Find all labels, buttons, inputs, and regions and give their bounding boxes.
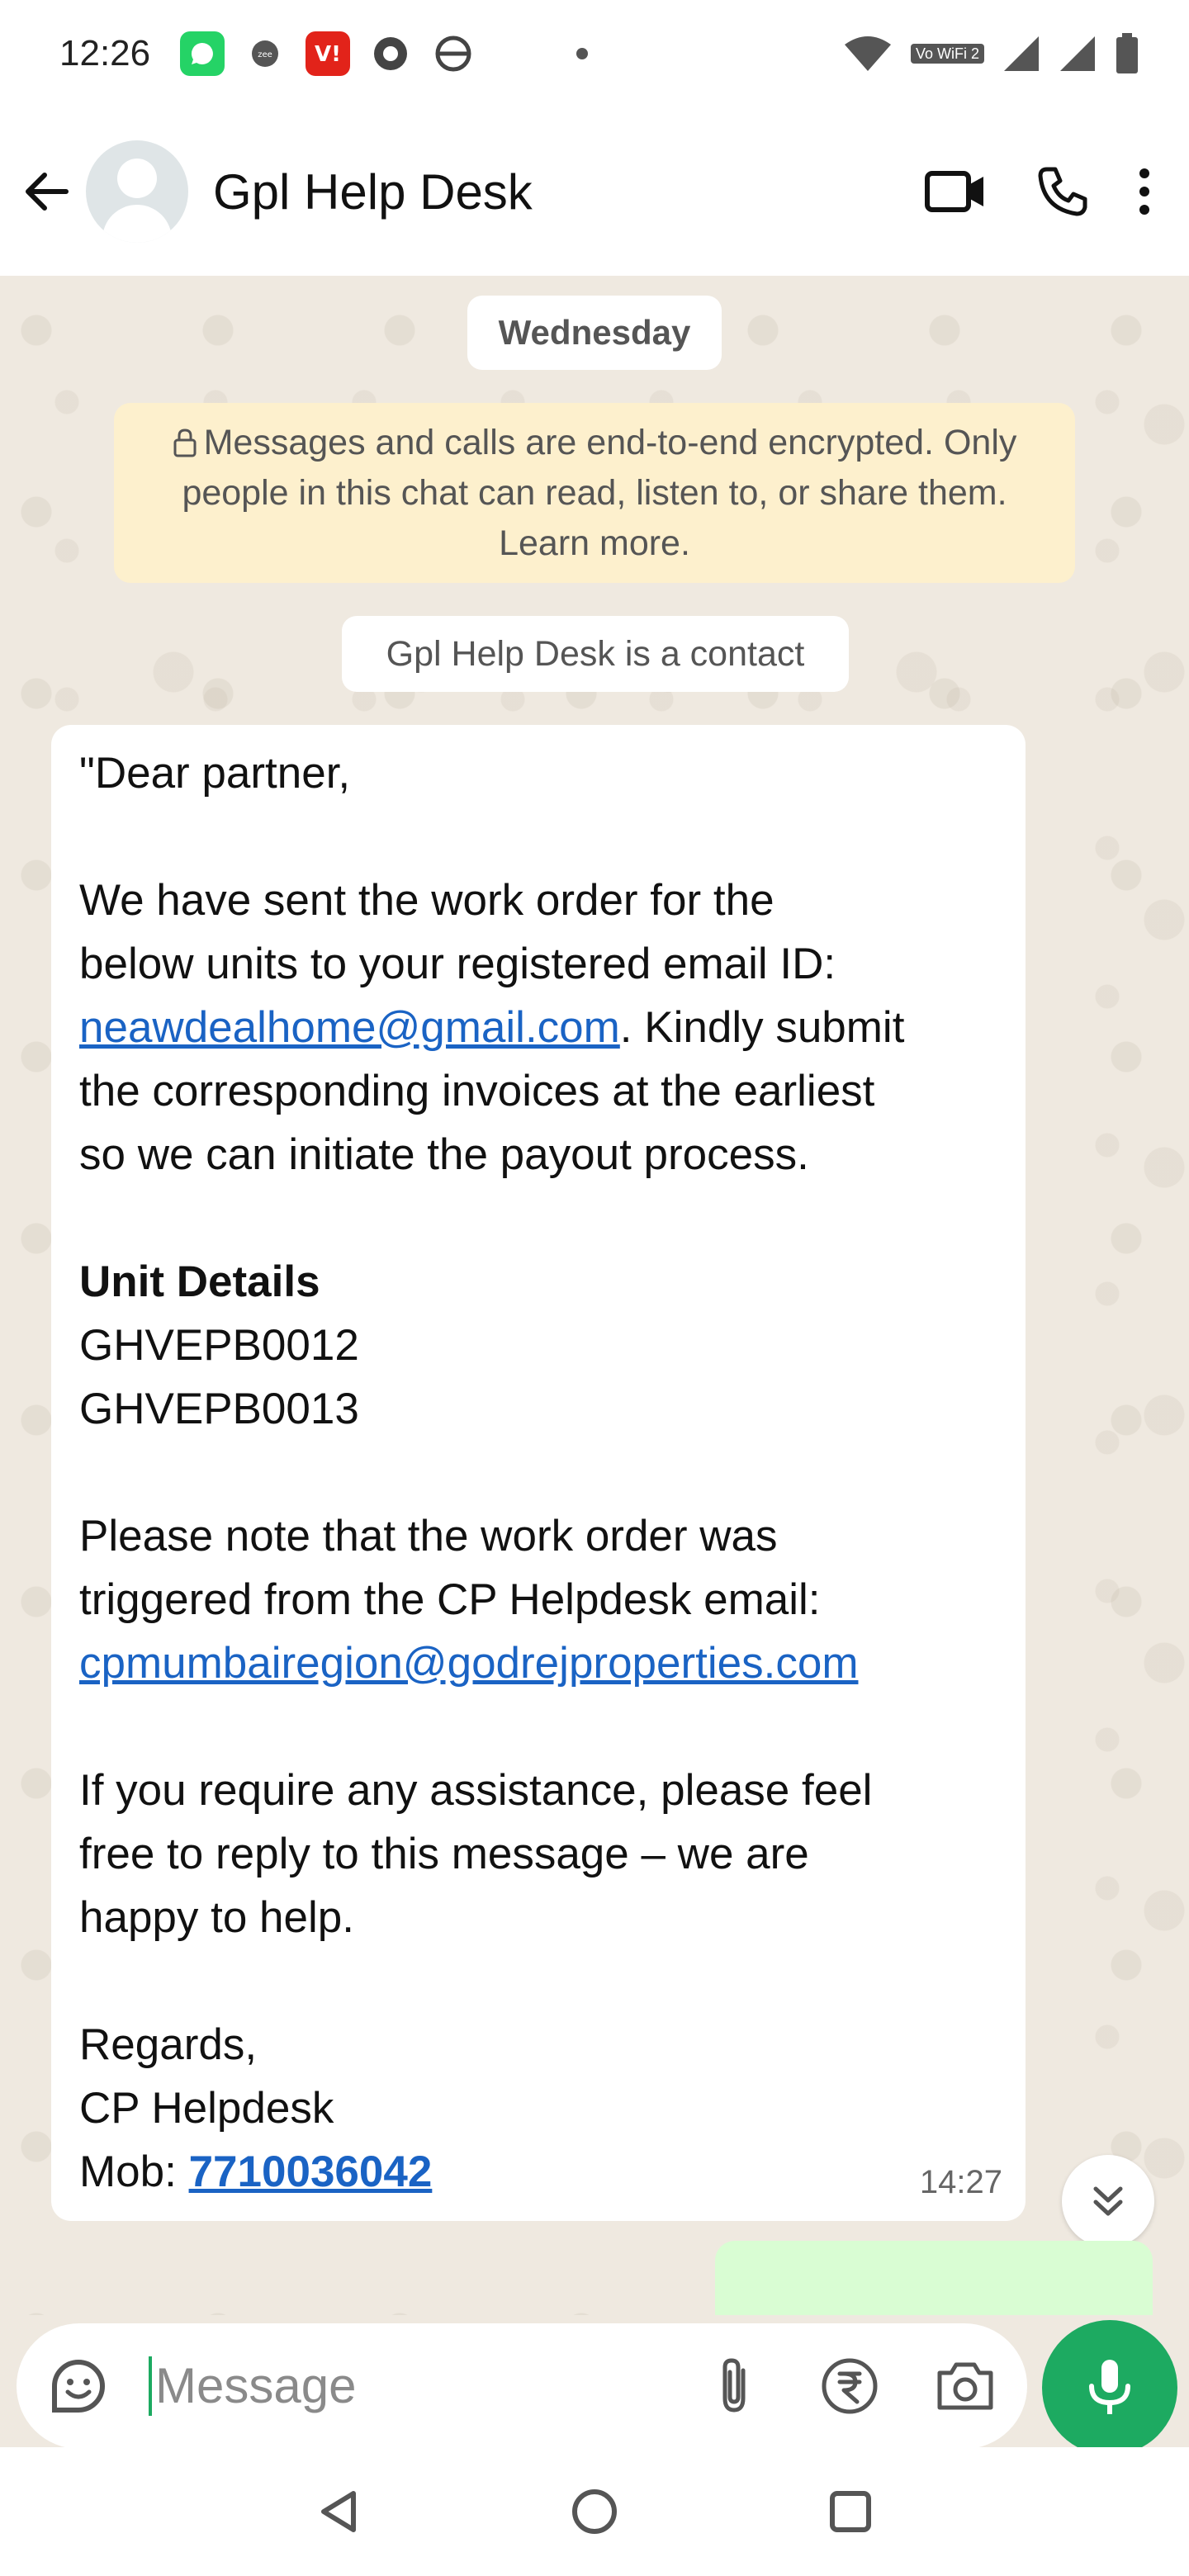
unit-code: GHVEPB0012: [79, 1321, 359, 1370]
email-link-1[interactable]: neawdealhome@gmail.com: [79, 1003, 620, 1052]
signature-phone-line: [79, 2140, 997, 2204]
composer-bar: [0, 2315, 1189, 2447]
wifi-icon: [843, 35, 893, 73]
attach-button[interactable]: [697, 2349, 771, 2423]
message-text: the corresponding invoices at the earliest: [79, 1067, 875, 1115]
rupee-payment-icon: [819, 2356, 880, 2417]
message-text: so we can initiate the payout process.: [79, 1130, 809, 1179]
sticker-icon: [48, 2356, 109, 2417]
outgoing-message-partial[interactable]: [715, 2241, 1153, 2315]
unit-code: GHVEPB0013: [79, 1385, 359, 1433]
navigation-bar: [0, 2447, 1189, 2576]
lock-icon: [173, 428, 197, 457]
back-arrow-icon: [21, 167, 71, 216]
phone-icon: [1035, 164, 1090, 219]
zee-notification-icon: [243, 31, 287, 76]
svg-text:zee: zee: [258, 50, 272, 59]
svg-text:V!: V!: [315, 42, 342, 67]
camera-icon: [935, 2360, 996, 2413]
message-text: We have sent the work order for the: [79, 876, 775, 925]
nav-back-button[interactable]: [306, 2479, 372, 2545]
signal-1-icon: [1002, 35, 1040, 73]
email-link-2[interactable]: cpmumbairegion@godrejproperties.com: [79, 1639, 859, 1688]
avatar[interactable]: [86, 140, 188, 243]
phone-link[interactable]: 7710036042: [188, 2147, 433, 2196]
globe-notification-icon: [431, 31, 476, 76]
signature-line: CP Helpdesk: [79, 2084, 334, 2133]
signature-line: Regards,: [79, 2020, 258, 2069]
payment-button[interactable]: [812, 2349, 887, 2423]
more-options-icon: [1136, 167, 1153, 216]
contact-notice[interactable]: Gpl Help Desk is a contact: [342, 616, 849, 692]
wifi-calling-badge: Vo WiFi 2: [911, 44, 984, 64]
nav-recents-icon: [826, 2487, 875, 2536]
unit-details-heading: Unit Details: [79, 1257, 320, 1306]
date-chip: Wednesday: [467, 296, 722, 370]
sticker-button[interactable]: [41, 2349, 116, 2423]
more-options-button[interactable]: [1120, 154, 1169, 229]
nav-back-icon: [314, 2487, 363, 2536]
scroll-to-bottom-button[interactable]: [1062, 2155, 1154, 2247]
nav-home-button[interactable]: [561, 2479, 628, 2545]
message-timestamp: 14:27: [919, 2164, 1002, 2200]
status-bar: [0, 0, 1189, 107]
message-text: Please note that the work order was: [79, 1512, 778, 1560]
voice-call-button[interactable]: [1026, 154, 1100, 229]
chat-header: [0, 107, 1189, 276]
message-text: below units to your registered email ID:: [79, 940, 836, 988]
signal-2-icon: [1059, 35, 1097, 73]
chat-area[interactable]: [0, 276, 1189, 2315]
message-text: If you require any assistance, please feel: [79, 1766, 873, 1815]
nav-recents-button[interactable]: [817, 2479, 883, 2545]
vi-notification-icon: [306, 31, 350, 76]
camera-button[interactable]: [928, 2349, 1002, 2423]
encryption-notice[interactable]: [114, 403, 1075, 583]
message-greeting: "Dear partner,: [79, 749, 351, 798]
voice-message-button[interactable]: [1042, 2320, 1177, 2455]
encryption-notice-text: Messages and calls are end-to-end encrypted. Only people in this chat can read, listen to, or share them. Learn more.: [182, 423, 1017, 563]
contact-name[interactable]: Gpl Help Desk: [213, 163, 533, 220]
battery-icon: [1115, 33, 1139, 74]
incoming-message[interactable]: [51, 725, 1026, 2221]
mic-icon: [1085, 2356, 1135, 2419]
message-text: happy to help.: [79, 1893, 354, 1942]
video-call-button[interactable]: [918, 154, 992, 229]
video-call-icon: [924, 168, 987, 215]
nav-home-icon: [570, 2487, 619, 2536]
mob-label: Mob:: [79, 2147, 189, 2196]
message-text-fragment: . Kindly submit: [619, 1003, 905, 1052]
notification-icons: [180, 31, 588, 76]
attach-icon: [713, 2356, 755, 2417]
message-input[interactable]: [17, 2323, 1027, 2449]
message-placeholder[interactable]: Message: [149, 2356, 656, 2416]
whatsapp-notification-icon: [180, 31, 225, 76]
app-notification-icon: [368, 31, 413, 76]
more-notifications-dot: [576, 48, 588, 59]
status-time: 12:26: [59, 33, 151, 73]
chevron-double-down-icon: [1087, 2181, 1129, 2222]
message-text: free to reply to this message – we are: [79, 1830, 809, 1878]
message-text: [79, 996, 997, 1059]
message-text: triggered from the CP Helpdesk email:: [79, 1575, 821, 1624]
system-status-icons: [843, 33, 1139, 74]
back-button[interactable]: [20, 165, 73, 218]
